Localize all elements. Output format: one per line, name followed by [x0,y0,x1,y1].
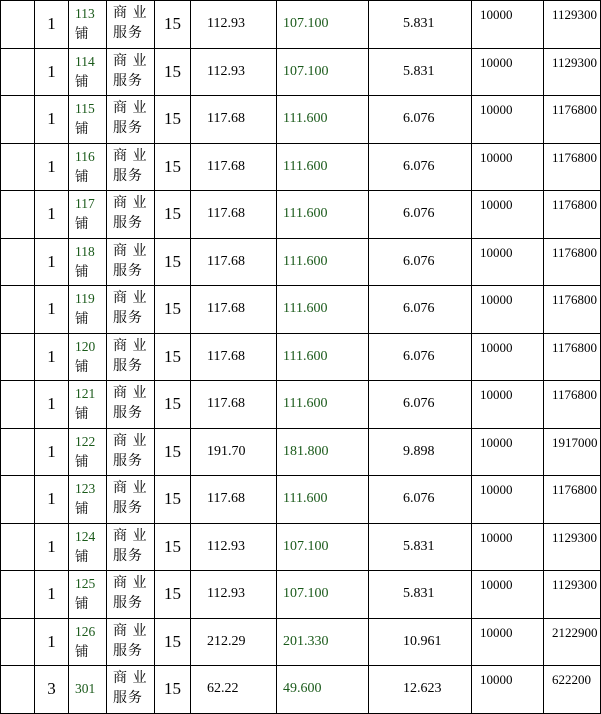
total-cell: 1176800 [544,286,601,334]
total-cell: 1129300 [544,1,601,49]
unit-number: 121 [75,386,96,402]
area-total-cell: 117.68 [191,381,277,429]
unit-cell [69,523,107,571]
table-row [1,333,601,381]
total-cell: 1129300 [544,571,601,619]
term-cell: 15 [155,333,191,381]
unit-suffix: 铺 [75,596,89,612]
total-cell: 1176800 [544,143,601,191]
use-line-1: 商 业 [113,196,148,212]
unit-number: 126 [75,623,96,639]
floor-cell: 1 [35,618,69,666]
use-line-2: 服务 [113,216,143,232]
area-shared-cell: 9.898 [369,428,472,476]
total-cell: 1176800 [544,238,601,286]
use-line-2: 服务 [113,548,143,564]
floor-cell: 1 [35,191,69,239]
unit-cell [69,333,107,381]
area-shared-cell: 10.961 [369,618,472,666]
table-row [1,381,601,429]
use-cell [107,428,155,476]
unit-suffix: 铺 [75,311,89,327]
use-line-1: 商 业 [113,576,148,592]
unit-cell [69,571,107,619]
use-cell [107,381,155,429]
use-line-1: 商 业 [113,6,148,22]
area-total-cell: 212.29 [191,618,277,666]
total-cell: 1176800 [544,476,601,524]
blank-cell [1,191,35,239]
unit-number: 115 [75,101,95,117]
area-total-cell: 117.68 [191,286,277,334]
area-shared-cell: 6.076 [369,333,472,381]
unit-suffix: 铺 [75,73,89,89]
area-inner-cell: 49.600 [277,666,369,714]
area-inner-cell: 111.600 [277,96,369,144]
unit-cell [69,1,107,49]
price-cell: 10000 [472,96,544,144]
unit-number: 125 [75,576,96,592]
use-line-1: 商 业 [113,148,148,164]
area-inner-cell: 111.600 [277,286,369,334]
floor-cell: 1 [35,238,69,286]
area-shared-cell: 5.831 [369,48,472,96]
blank-cell [1,523,35,571]
use-line-1: 商 业 [113,481,148,497]
unit-suffix: 铺 [75,121,89,137]
unit-number: 119 [75,291,95,307]
floor-cell: 1 [35,286,69,334]
blank-cell [1,143,35,191]
price-cell: 10000 [472,286,544,334]
total-cell: 1176800 [544,381,601,429]
term-cell: 15 [155,381,191,429]
area-total-cell: 112.93 [191,571,277,619]
floor-cell: 3 [35,666,69,714]
area-inner-cell: 111.600 [277,381,369,429]
use-line-2: 服务 [113,596,143,612]
floor-cell: 1 [35,381,69,429]
area-total-cell: 62.22 [191,666,277,714]
blank-cell [1,48,35,96]
use-line-1: 商 业 [113,433,148,449]
unit-number: 116 [75,148,95,164]
use-line-2: 服务 [113,168,143,184]
unit-number: 301 [75,681,96,697]
unit-cell [69,618,107,666]
floor-cell: 1 [35,48,69,96]
total-cell: 1129300 [544,48,601,96]
blank-cell [1,1,35,49]
use-line-1: 商 业 [113,671,148,687]
table-row [1,143,601,191]
floor-cell: 1 [35,571,69,619]
blank-cell [1,666,35,714]
use-cell [107,238,155,286]
use-line-1: 商 业 [113,101,148,117]
use-line-2: 服务 [113,311,143,327]
unit-number: 114 [75,53,95,69]
unit-cell [69,476,107,524]
table-row [1,571,601,619]
area-shared-cell: 6.076 [369,191,472,239]
blank-cell [1,96,35,144]
area-inner-cell: 181.800 [277,428,369,476]
use-cell [107,1,155,49]
use-cell [107,191,155,239]
term-cell: 15 [155,618,191,666]
unit-number: 117 [75,196,95,212]
use-line-2: 服务 [113,121,143,137]
use-cell [107,571,155,619]
term-cell: 15 [155,1,191,49]
term-cell: 15 [155,428,191,476]
unit-suffix: 铺 [75,643,89,659]
area-shared-cell: 6.076 [369,238,472,286]
unit-number: 113 [75,6,95,22]
total-cell: 1176800 [544,333,601,381]
unit-number: 124 [75,528,96,544]
use-cell [107,96,155,144]
price-cell: 10000 [472,523,544,571]
term-cell: 15 [155,143,191,191]
price-cell: 10000 [472,143,544,191]
area-inner-cell: 107.100 [277,523,369,571]
unit-suffix: 铺 [75,358,89,374]
table-row [1,523,601,571]
use-line-1: 商 业 [113,528,148,544]
total-cell: 1917000 [544,428,601,476]
term-cell: 15 [155,238,191,286]
use-line-1: 商 业 [113,386,148,402]
table-body [1,1,601,714]
floor-cell: 1 [35,143,69,191]
blank-cell [1,381,35,429]
use-line-2: 服务 [113,358,143,374]
blank-cell [1,428,35,476]
price-cell: 10000 [472,476,544,524]
unit-cell [69,48,107,96]
table-row [1,96,601,144]
area-inner-cell: 111.600 [277,476,369,524]
use-cell [107,476,155,524]
unit-suffix: 铺 [75,501,89,517]
use-line-1: 商 业 [113,291,148,307]
unit-cell [69,143,107,191]
unit-cell [69,191,107,239]
use-cell [107,286,155,334]
use-line-2: 服务 [113,501,143,517]
unit-suffix: 铺 [75,263,89,279]
use-cell [107,48,155,96]
term-cell: 15 [155,571,191,619]
unit-number: 123 [75,481,96,497]
area-total-cell: 191.70 [191,428,277,476]
unit-cell [69,238,107,286]
total-cell: 622200 [544,666,601,714]
use-line-1: 商 业 [113,53,148,69]
blank-cell [1,571,35,619]
unit-suffix: 铺 [75,548,89,564]
area-shared-cell: 6.076 [369,381,472,429]
area-shared-cell: 5.831 [369,571,472,619]
unit-cell [69,286,107,334]
area-inner-cell: 201.330 [277,618,369,666]
use-line-2: 服务 [113,73,143,89]
area-shared-cell: 6.076 [369,143,472,191]
unit-cell [69,666,107,714]
total-cell: 2122900 [544,618,601,666]
area-inner-cell: 107.100 [277,1,369,49]
unit-cell [69,428,107,476]
blank-cell [1,333,35,381]
price-cell: 10000 [472,381,544,429]
area-total-cell: 112.93 [191,523,277,571]
area-inner-cell: 111.600 [277,143,369,191]
price-cell: 10000 [472,333,544,381]
area-shared-cell: 6.076 [369,286,472,334]
blank-cell [1,476,35,524]
price-cell: 10000 [472,571,544,619]
price-cell: 10000 [472,48,544,96]
term-cell: 15 [155,476,191,524]
area-shared-cell: 6.076 [369,96,472,144]
unit-suffix: 铺 [75,216,89,232]
floor-cell: 1 [35,96,69,144]
term-cell: 15 [155,96,191,144]
price-cell: 10000 [472,1,544,49]
blank-cell [1,618,35,666]
term-cell: 15 [155,286,191,334]
use-cell [107,143,155,191]
area-total-cell: 117.68 [191,191,277,239]
use-line-2: 服务 [113,26,143,42]
area-shared-cell: 5.831 [369,1,472,49]
use-line-2: 服务 [113,263,143,279]
price-cell: 10000 [472,191,544,239]
table-row [1,286,601,334]
unit-number: 122 [75,433,96,449]
blank-cell [1,286,35,334]
area-inner-cell: 111.600 [277,191,369,239]
term-cell: 15 [155,523,191,571]
use-line-1: 商 业 [113,243,148,259]
price-cell: 10000 [472,238,544,286]
unit-cell [69,96,107,144]
term-cell: 15 [155,48,191,96]
use-cell [107,333,155,381]
price-cell: 10000 [472,618,544,666]
use-cell [107,666,155,714]
floor-cell: 1 [35,428,69,476]
table-row [1,476,601,524]
table-row [1,618,601,666]
term-cell: 15 [155,191,191,239]
area-total-cell: 117.68 [191,476,277,524]
table-row [1,238,601,286]
use-line-1: 商 业 [113,623,148,639]
unit-number: 120 [75,338,96,354]
blank-cell [1,238,35,286]
area-inner-cell: 107.100 [277,48,369,96]
use-line-2: 服务 [113,691,143,707]
floor-cell: 1 [35,476,69,524]
unit-suffix: 铺 [75,168,89,184]
area-total-cell: 117.68 [191,333,277,381]
use-cell [107,523,155,571]
table-row [1,1,601,49]
use-line-2: 服务 [113,643,143,659]
unit-suffix: 铺 [75,453,89,469]
area-inner-cell: 111.600 [277,333,369,381]
use-line-2: 服务 [113,453,143,469]
area-total-cell: 112.93 [191,48,277,96]
total-cell: 1129300 [544,523,601,571]
area-total-cell: 117.68 [191,143,277,191]
table-row [1,428,601,476]
area-total-cell: 112.93 [191,1,277,49]
area-total-cell: 117.68 [191,238,277,286]
floor-cell: 1 [35,523,69,571]
unit-cell [69,381,107,429]
floor-cell: 1 [35,333,69,381]
area-shared-cell: 5.831 [369,523,472,571]
unit-suffix: 铺 [75,406,89,422]
total-cell: 1176800 [544,96,601,144]
table-row [1,48,601,96]
table-row [1,191,601,239]
table-row [1,666,601,714]
unit-number: 118 [75,243,95,259]
total-cell: 1176800 [544,191,601,239]
area-inner-cell: 107.100 [277,571,369,619]
price-cell: 10000 [472,428,544,476]
use-cell [107,618,155,666]
area-total-cell: 117.68 [191,96,277,144]
area-inner-cell: 111.600 [277,238,369,286]
floor-cell: 1 [35,1,69,49]
use-line-1: 商 业 [113,338,148,354]
area-shared-cell: 6.076 [369,476,472,524]
use-line-2: 服务 [113,406,143,422]
price-cell: 10000 [472,666,544,714]
unit-suffix: 铺 [75,26,89,42]
term-cell: 15 [155,666,191,714]
area-shared-cell: 12.623 [369,666,472,714]
